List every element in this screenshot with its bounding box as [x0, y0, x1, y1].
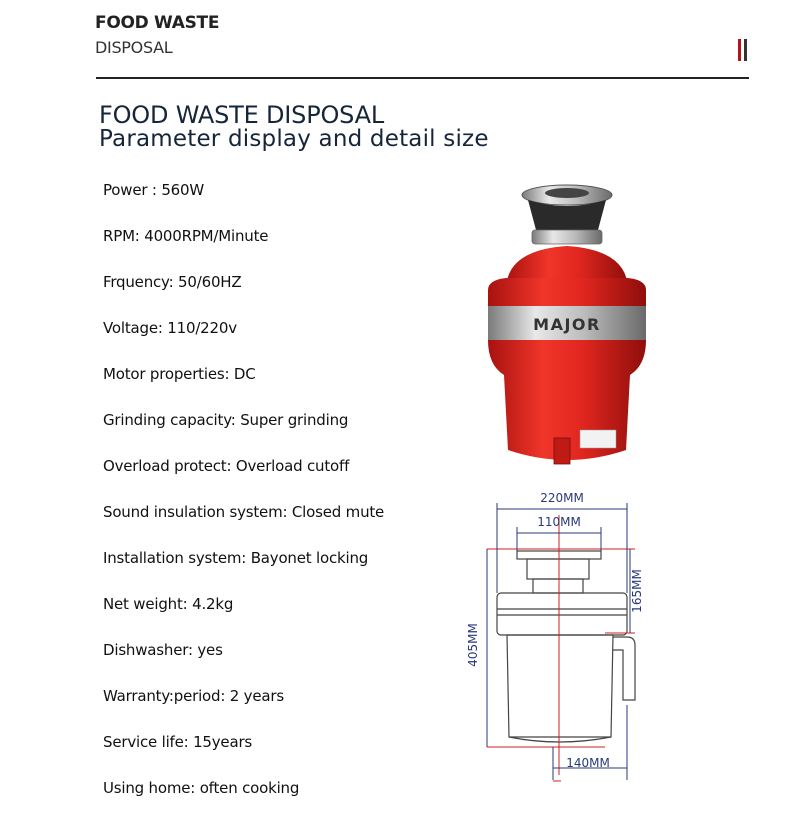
dim-width-total: 220MM [540, 491, 584, 505]
param-installation: Installation system: Bayonet locking [103, 549, 369, 567]
product-brand-label: MAJOR [533, 315, 601, 334]
page-title: FOOD WASTE DISPOSAL [99, 101, 385, 129]
parameter-list [103, 181, 384, 825]
param-service-life: Service life: 15years [103, 733, 253, 751]
param-dishwasher: Dishwasher: yes [103, 641, 223, 659]
product-image [470, 180, 660, 480]
header-divider [96, 77, 749, 79]
param-frequency: Frquency: 50/60HZ [103, 273, 242, 291]
brand-mark-icon [738, 39, 748, 61]
dim-width-bottom: 140MM [566, 756, 610, 770]
dim-height-top: 165MM [630, 569, 644, 613]
param-grinding: Grinding capacity: Super grinding [103, 411, 349, 429]
header-title: FOOD WASTE [95, 13, 220, 33]
param-sound: Sound insulation system: Closed mute [103, 503, 385, 521]
dimension-diagram [455, 485, 655, 785]
param-motor: Motor properties: DC [103, 365, 256, 383]
param-power: Power : 560W [103, 181, 205, 199]
param-weight: Net weight: 4.2kg [103, 595, 234, 613]
param-overload: Overload protect: Overload cutoff [103, 457, 350, 475]
param-using-home: Using home: often cooking [103, 779, 300, 797]
dim-width-inlet: 110MM [537, 515, 581, 529]
param-warranty: Warranty:period: 2 years [103, 687, 284, 705]
page-subtitle: Parameter display and detail size [99, 126, 489, 152]
dim-height-total: 405MM [466, 623, 480, 667]
param-rpm: RPM: 4000RPM/Minute [103, 227, 269, 245]
header-subtitle: DISPOSAL [95, 38, 173, 57]
param-voltage: Voltage: 110/220v [103, 319, 237, 337]
